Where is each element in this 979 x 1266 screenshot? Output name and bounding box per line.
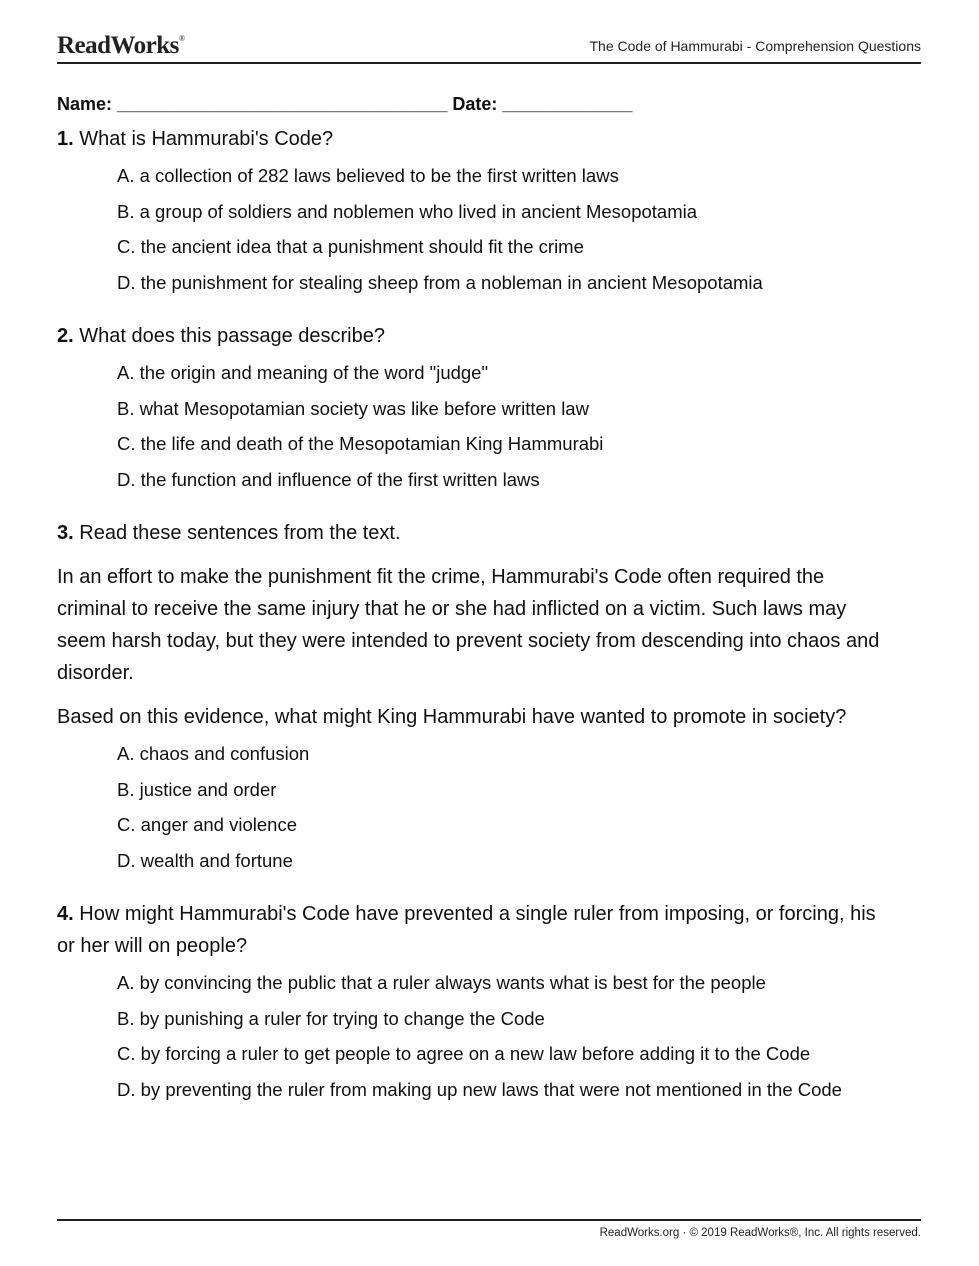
question-3-choices (57, 743, 897, 872)
worksheet-body (57, 94, 897, 1114)
choice-4a: A. by convincing the public that a ruler always wants what is best for the people (117, 972, 766, 993)
choice-3b: B. justice and order (117, 778, 277, 800)
question-1-choices (57, 165, 897, 294)
question-4-choices (57, 972, 897, 1101)
readworks-logo: ReadWorks® (57, 32, 185, 59)
question-1: 1. What is Hammurabi's Code? (57, 128, 334, 150)
choice-2c: C. the life and death of the Mesopotamian King Hammurabi (117, 433, 604, 454)
choice-3c: C. anger and violence (117, 814, 297, 835)
copyright-text: ReadWorks.org · © 2019 ReadWorks®, Inc. All rights reserved. (599, 1227, 921, 1239)
page-footer (57, 1219, 921, 1239)
question-2: 2. What does this passage describe? (57, 325, 385, 347)
choice-4c: C. by forcing a ruler to get people to agree on a new law before adding it to the Code (117, 1043, 811, 1064)
page-header (57, 30, 921, 64)
question-3: 3. Read these sentences from the text. (57, 522, 401, 544)
choice-2a: A. the origin and meaning of the word "judge" (117, 362, 489, 383)
choice-1d: D. the punishment for stealing sheep from a nobleman in ancient Mesopotamia (117, 271, 763, 293)
name-date-line: Name: _________________________________ Date: _____________ (57, 94, 633, 114)
choice-3a: A. chaos and confusion (117, 743, 310, 764)
question-3-passage: In an effort to make the punishment fit the crime, Hammurabi's Code often required the criminal to receive the same injury that he or she had inflicted on a victim. Such laws may seem harsh today, but they were intended to prevent society from descending into chaos and disorder. (57, 566, 880, 684)
question-3-prompt: Based on this evidence, what might King Hammurabi have wanted to promote in society? (57, 706, 847, 728)
choice-2b: B. what Mesopotamian society was like before written law (117, 397, 589, 419)
document-title: The Code of Hammurabi - Comprehension Questions (589, 38, 921, 54)
question-2-choices (57, 362, 897, 491)
choice-2d: D. the function and influence of the first written laws (117, 468, 540, 490)
choice-1a: A. a collection of 282 laws believed to be the first written laws (117, 165, 619, 186)
choice-1b: B. a group of soldiers and noblemen who lived in ancient Mesopotamia (117, 200, 698, 222)
choice-3d: D. wealth and fortune (117, 849, 293, 871)
question-4: 4. How might Hammurabi's Code have prevented a single ruler from imposing, or forcing, his or her will on people? (57, 903, 876, 957)
choice-1c: C. the ancient idea that a punishment should fit the crime (117, 236, 584, 257)
choice-4b: B. by punishing a ruler for trying to change the Code (117, 1007, 545, 1029)
choice-4d: D. by preventing the ruler from making up new laws that were not mentioned in the Code (117, 1078, 842, 1100)
